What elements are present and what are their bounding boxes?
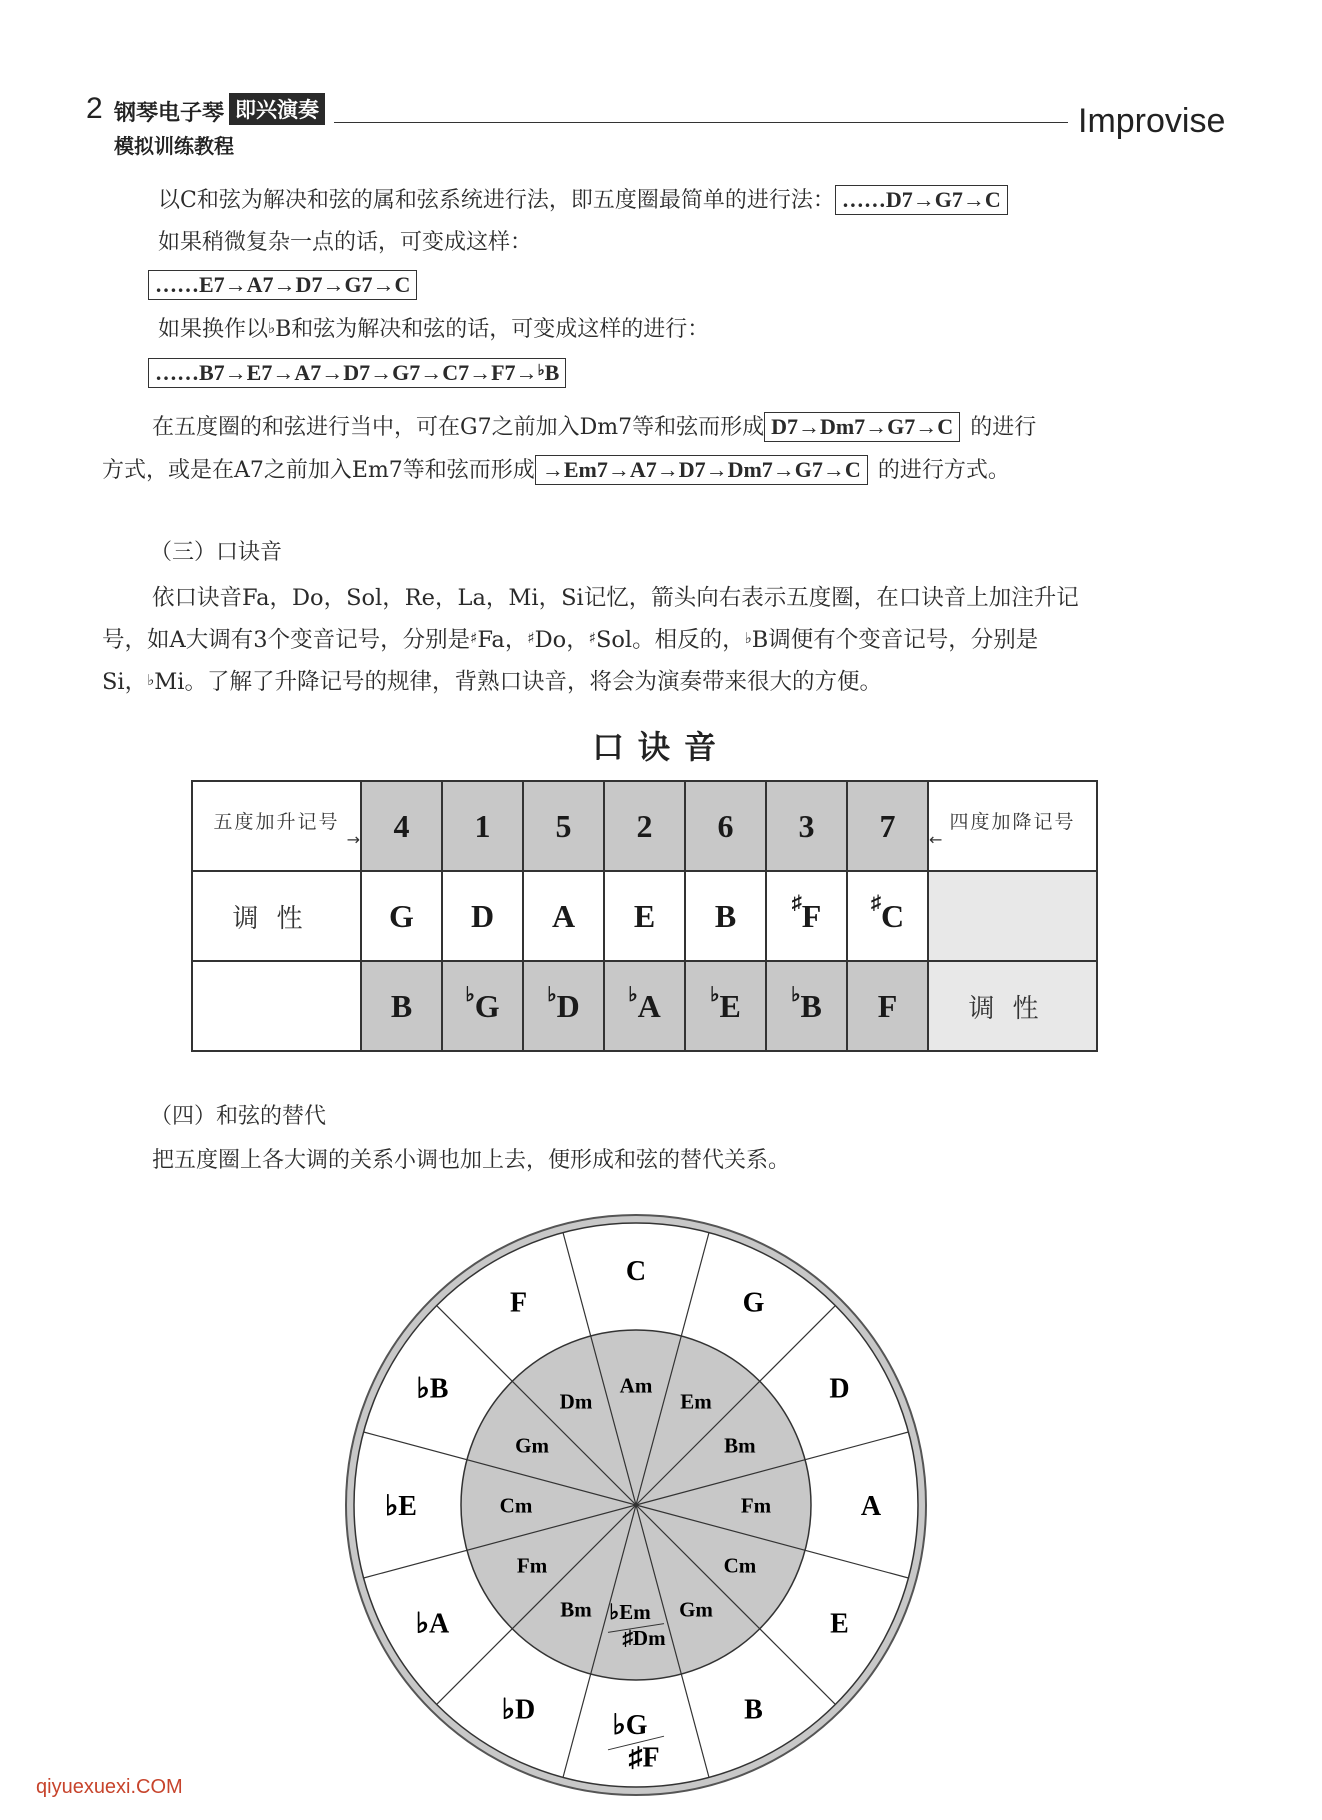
table-row <box>192 961 1097 1051</box>
key-cell: E <box>604 871 685 961</box>
minor-key-label: Fm <box>740 1493 772 1518</box>
progression-box-3 <box>148 358 566 388</box>
key-label: 调性 <box>192 871 361 961</box>
header-rule <box>334 122 1068 123</box>
section3-line2 <box>102 625 1038 655</box>
para2-line1-a: 在五度圈的和弦进行当中，可在G7之前加入Dm7等和弦而形成 <box>152 415 765 440</box>
sharp-sign: ♯ <box>588 629 596 647</box>
flat-sign: ♭ <box>147 671 155 689</box>
progression-box-4: D7→Dm7→G7→C <box>764 412 960 442</box>
circle-of-fifths <box>336 1205 936 1805</box>
para1-line2: 如果稍微复杂一点的话，可变成这样： <box>158 230 533 255</box>
watermark: qiyuexuexi.COM <box>36 1776 183 1798</box>
key-cell: ♯C <box>847 871 928 961</box>
sharp-sign: ♯ <box>527 629 535 647</box>
section4-line1: 把五度圈上各大调的关系小调也加上去，便形成和弦的替代关系。 <box>152 1148 791 1173</box>
sharp-sign: ♯ <box>470 629 478 647</box>
para2-line2-a: 方式，或是在A7之前加入Em7等和弦而形成 <box>102 458 535 483</box>
para1-line3-b: B和弦为解决和弦的话，可变成这样的进行： <box>275 317 710 342</box>
key-cell: F <box>847 961 928 1051</box>
number-cell: 6 <box>685 781 766 871</box>
s3-l2-b: Fa， <box>477 627 528 653</box>
key-cell: G <box>361 871 442 961</box>
major-key-label: D <box>829 1373 850 1405</box>
flat-sign: ♭ <box>744 629 752 647</box>
key-cell: B <box>685 871 766 961</box>
key-cell: ♭A <box>604 961 685 1051</box>
key-cell: D <box>442 871 523 961</box>
key-label: 调性 <box>928 961 1097 1051</box>
major-key-label: C <box>625 1255 647 1287</box>
minor-key-label: Dm <box>559 1389 593 1414</box>
minor-key-label: ♯Dm <box>622 1625 666 1650</box>
key-cell: ♭D <box>523 961 604 1051</box>
para2-line1 <box>152 412 1036 443</box>
arrow-left-icon: ← <box>929 829 943 849</box>
number-cell: 5 <box>523 781 604 871</box>
minor-key-label: Bm <box>560 1597 592 1622</box>
major-key-label: F <box>509 1287 528 1319</box>
progression-box-1: ……D7→G7→C <box>835 185 1008 215</box>
s3-l3-b: Mi。了解了升降记号的规律，背熟口诀音，将会为演奏带来很大的方便。 <box>154 669 882 695</box>
major-key-label: ♯F <box>628 1742 660 1774</box>
para1-line3-a: 如果换作以 <box>158 317 269 342</box>
para1-box3-line <box>148 358 566 389</box>
key-cell: ♯F <box>766 871 847 961</box>
minor-key-label: Cm <box>499 1493 533 1518</box>
section3-heading: （三）口诀音 <box>150 540 283 565</box>
major-key-label: B <box>744 1694 763 1726</box>
table-row <box>192 871 1097 961</box>
book-subtitle: 模拟训练教程 <box>114 134 234 158</box>
minor-key-label: Gm <box>679 1597 713 1622</box>
s3-l2-d: Sol。相反的， <box>595 627 745 653</box>
key-cell: A <box>523 871 604 961</box>
sharp-direction-header <box>192 781 361 871</box>
minor-key-label: Am <box>619 1373 653 1398</box>
para2-line1-b: 的进行 <box>970 415 1037 440</box>
s3-l2-a: 号，如A大调有3个变音记号，分别是 <box>102 627 471 653</box>
book-tag: 即兴演奏 <box>229 93 325 125</box>
s3-l2-e: B调便有个变音记号，分别是 <box>751 627 1039 653</box>
minor-key-label: Cm <box>723 1553 757 1578</box>
para1-line1 <box>158 185 1008 216</box>
number-cell: 2 <box>604 781 685 871</box>
major-key-label: A <box>860 1490 882 1522</box>
mnemonic-table <box>191 780 1098 1052</box>
table-row <box>192 781 1097 871</box>
key-cell: ♭E <box>685 961 766 1051</box>
progression-box-2: ……E7→A7→D7→G7→C <box>148 270 417 300</box>
arrow-right-icon: → <box>346 829 360 849</box>
para2-line2 <box>102 455 1010 486</box>
minor-key-label: ♭Em <box>609 1600 651 1624</box>
progression-box-3-a: ……B7→E7→A7→D7→G7→C7→F7→ <box>155 360 538 385</box>
book-title: 钢琴电子琴 <box>114 101 225 126</box>
section3-line1: 依口诀音Fa，Do，Sol，Re，La，Mi，Si记忆，箭头向右表示五度圈，在口诀音上加注升记 <box>152 585 1079 611</box>
major-key-label: G <box>742 1287 765 1319</box>
para2-line2-b: 的进行方式。 <box>877 458 1010 483</box>
table-title: 口诀音 <box>591 728 730 766</box>
empty-cell <box>192 961 361 1051</box>
flat-direction-label: 四度加降记号 <box>949 810 1076 833</box>
major-key-label: ♭B <box>416 1373 449 1405</box>
empty-cell <box>928 871 1097 961</box>
key-cell: B <box>361 961 442 1051</box>
para1-line1-text: 以C和弦为解决和弦的属和弦系统进行法，即五度圈最简单的进行法： <box>158 188 835 213</box>
number-cell: 7 <box>847 781 928 871</box>
header-english: Improvise <box>1078 102 1226 140</box>
progression-box-5: →Em7→A7→D7→Dm7→G7→C <box>535 455 868 485</box>
major-key-label: ♭A <box>415 1608 450 1640</box>
key-cell: ♭B <box>766 961 847 1051</box>
number-cell: 3 <box>766 781 847 871</box>
s3-l3-a: Si， <box>102 669 148 695</box>
minor-key-label: Gm <box>515 1433 549 1458</box>
section4-heading: （四）和弦的替代 <box>150 1104 327 1129</box>
key-cell: ♭G <box>442 961 523 1051</box>
para1-box2-line <box>148 270 417 301</box>
flat-sign: ♭ <box>268 319 276 337</box>
minor-key-label: Fm <box>516 1553 548 1578</box>
flat-direction-header <box>928 781 1097 871</box>
page-number: 2 <box>86 92 103 125</box>
major-key-label: ♭G <box>612 1710 648 1741</box>
number-cell: 1 <box>442 781 523 871</box>
flat-sign: ♭ <box>537 363 545 379</box>
number-cell: 4 <box>361 781 442 871</box>
sharp-direction-label: 五度加升记号 <box>213 810 340 833</box>
para1-line3 <box>158 315 709 345</box>
section3-line3 <box>102 667 882 697</box>
progression-box-3-b: B <box>544 360 560 385</box>
s3-l2-c: Do， <box>534 627 589 653</box>
minor-key-label: Bm <box>724 1433 756 1458</box>
major-key-label: E <box>830 1608 849 1640</box>
minor-key-label: Em <box>680 1389 712 1414</box>
major-key-label: ♭D <box>501 1694 536 1726</box>
major-key-label: ♭E <box>385 1490 417 1522</box>
